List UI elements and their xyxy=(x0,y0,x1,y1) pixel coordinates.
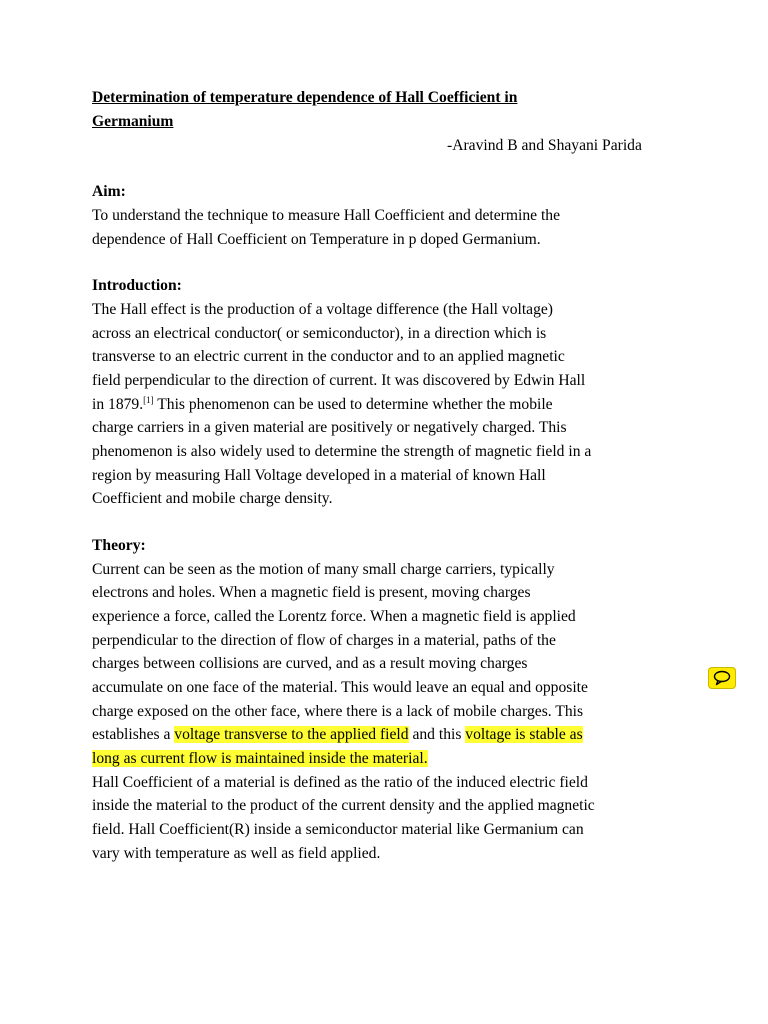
intro-line-9: Coefficient and mobile charge density. xyxy=(92,490,333,507)
theory-line-3: experience a force, called the Lorentz force. When a magnetic field is applied xyxy=(92,608,576,625)
citation-ref[interactable]: [1] xyxy=(143,394,154,405)
theory-line-1: Current can be seen as the motion of many small charge carriers, typically xyxy=(92,561,555,578)
speech-bubble-icon[interactable] xyxy=(708,667,736,689)
intro-line-6: charge carriers in a given material are positively or negatively charged. This xyxy=(92,419,567,436)
theory-line-5: charges between collisions are curved, and as a result moving charges xyxy=(92,655,528,672)
aim-heading: Aim: xyxy=(92,183,126,200)
theory-line-11: inside the material to the product of the current density and the applied magnetic xyxy=(92,797,595,814)
intro-line-4: field perpendicular to the direction of current. It was discovered by Edwin Hall xyxy=(92,372,586,389)
title-line-1: Determination of temperature dependence of Hall Coefficient in xyxy=(92,89,518,106)
intro-line-5a: in 1879. xyxy=(92,396,144,413)
title-line-2: Germanium xyxy=(92,113,174,130)
theory-line-9 xyxy=(92,750,428,768)
theory-line-6: accumulate on one face of the material. This would leave an equal and opposite xyxy=(92,679,588,696)
theory-line-8 xyxy=(92,726,583,744)
aim-line-2: dependence of Hall Coefficient on Temperature in p doped Germanium. xyxy=(92,231,541,248)
theory-line-10: Hall Coefficient of a material is defined as the ratio of the induced electric field xyxy=(92,774,588,791)
theory-line-8a: establishes a xyxy=(92,726,175,743)
theory-line-4: perpendicular to the direction of flow of charges in a material, paths of the xyxy=(92,632,556,649)
theory-line-8b: and this xyxy=(408,726,466,743)
highlight-voltage-transverse[interactable]: voltage transverse to the applied field xyxy=(174,726,409,743)
authors: -Aravind B and Shayani Parida xyxy=(447,137,642,154)
introduction-heading: Introduction: xyxy=(92,277,182,294)
intro-line-3: transverse to an electric current in the conductor and to an applied magnetic xyxy=(92,348,565,365)
intro-line-7: phenomenon is also widely used to determine the strength of magnetic field in a xyxy=(92,443,592,460)
intro-line-2: across an electrical conductor( or semiconductor), in a direction which is xyxy=(92,325,547,342)
theory-line-12: field. Hall Coefficient(R) inside a semiconductor material like Germanium can xyxy=(92,821,584,838)
highlight-voltage-stable[interactable]: voltage is stable as xyxy=(465,726,583,743)
aim-line-1: To understand the technique to measure Hall Coefficient and determine the xyxy=(92,207,561,224)
theory-line-7: charge exposed on the other face, where there is a lack of mobile charges. This xyxy=(92,703,584,720)
theory-line-2: electrons and holes. When a magnetic field is present, moving charges xyxy=(92,584,531,601)
highlight-current-flow[interactable]: long as current flow is maintained inside the material. xyxy=(92,750,428,767)
intro-line-8: region by measuring Hall Voltage developed in a material of known Hall xyxy=(92,467,546,484)
intro-line-5b: This phenomenon can be used to determine whether the mobile xyxy=(153,396,553,413)
intro-line-5 xyxy=(92,396,553,414)
intro-line-1: The Hall effect is the production of a voltage difference (the Hall voltage) xyxy=(92,301,553,318)
theory-heading: Theory: xyxy=(92,537,146,554)
theory-line-13: vary with temperature as well as field applied. xyxy=(92,845,381,862)
speech-bubble-glyph xyxy=(713,670,731,686)
